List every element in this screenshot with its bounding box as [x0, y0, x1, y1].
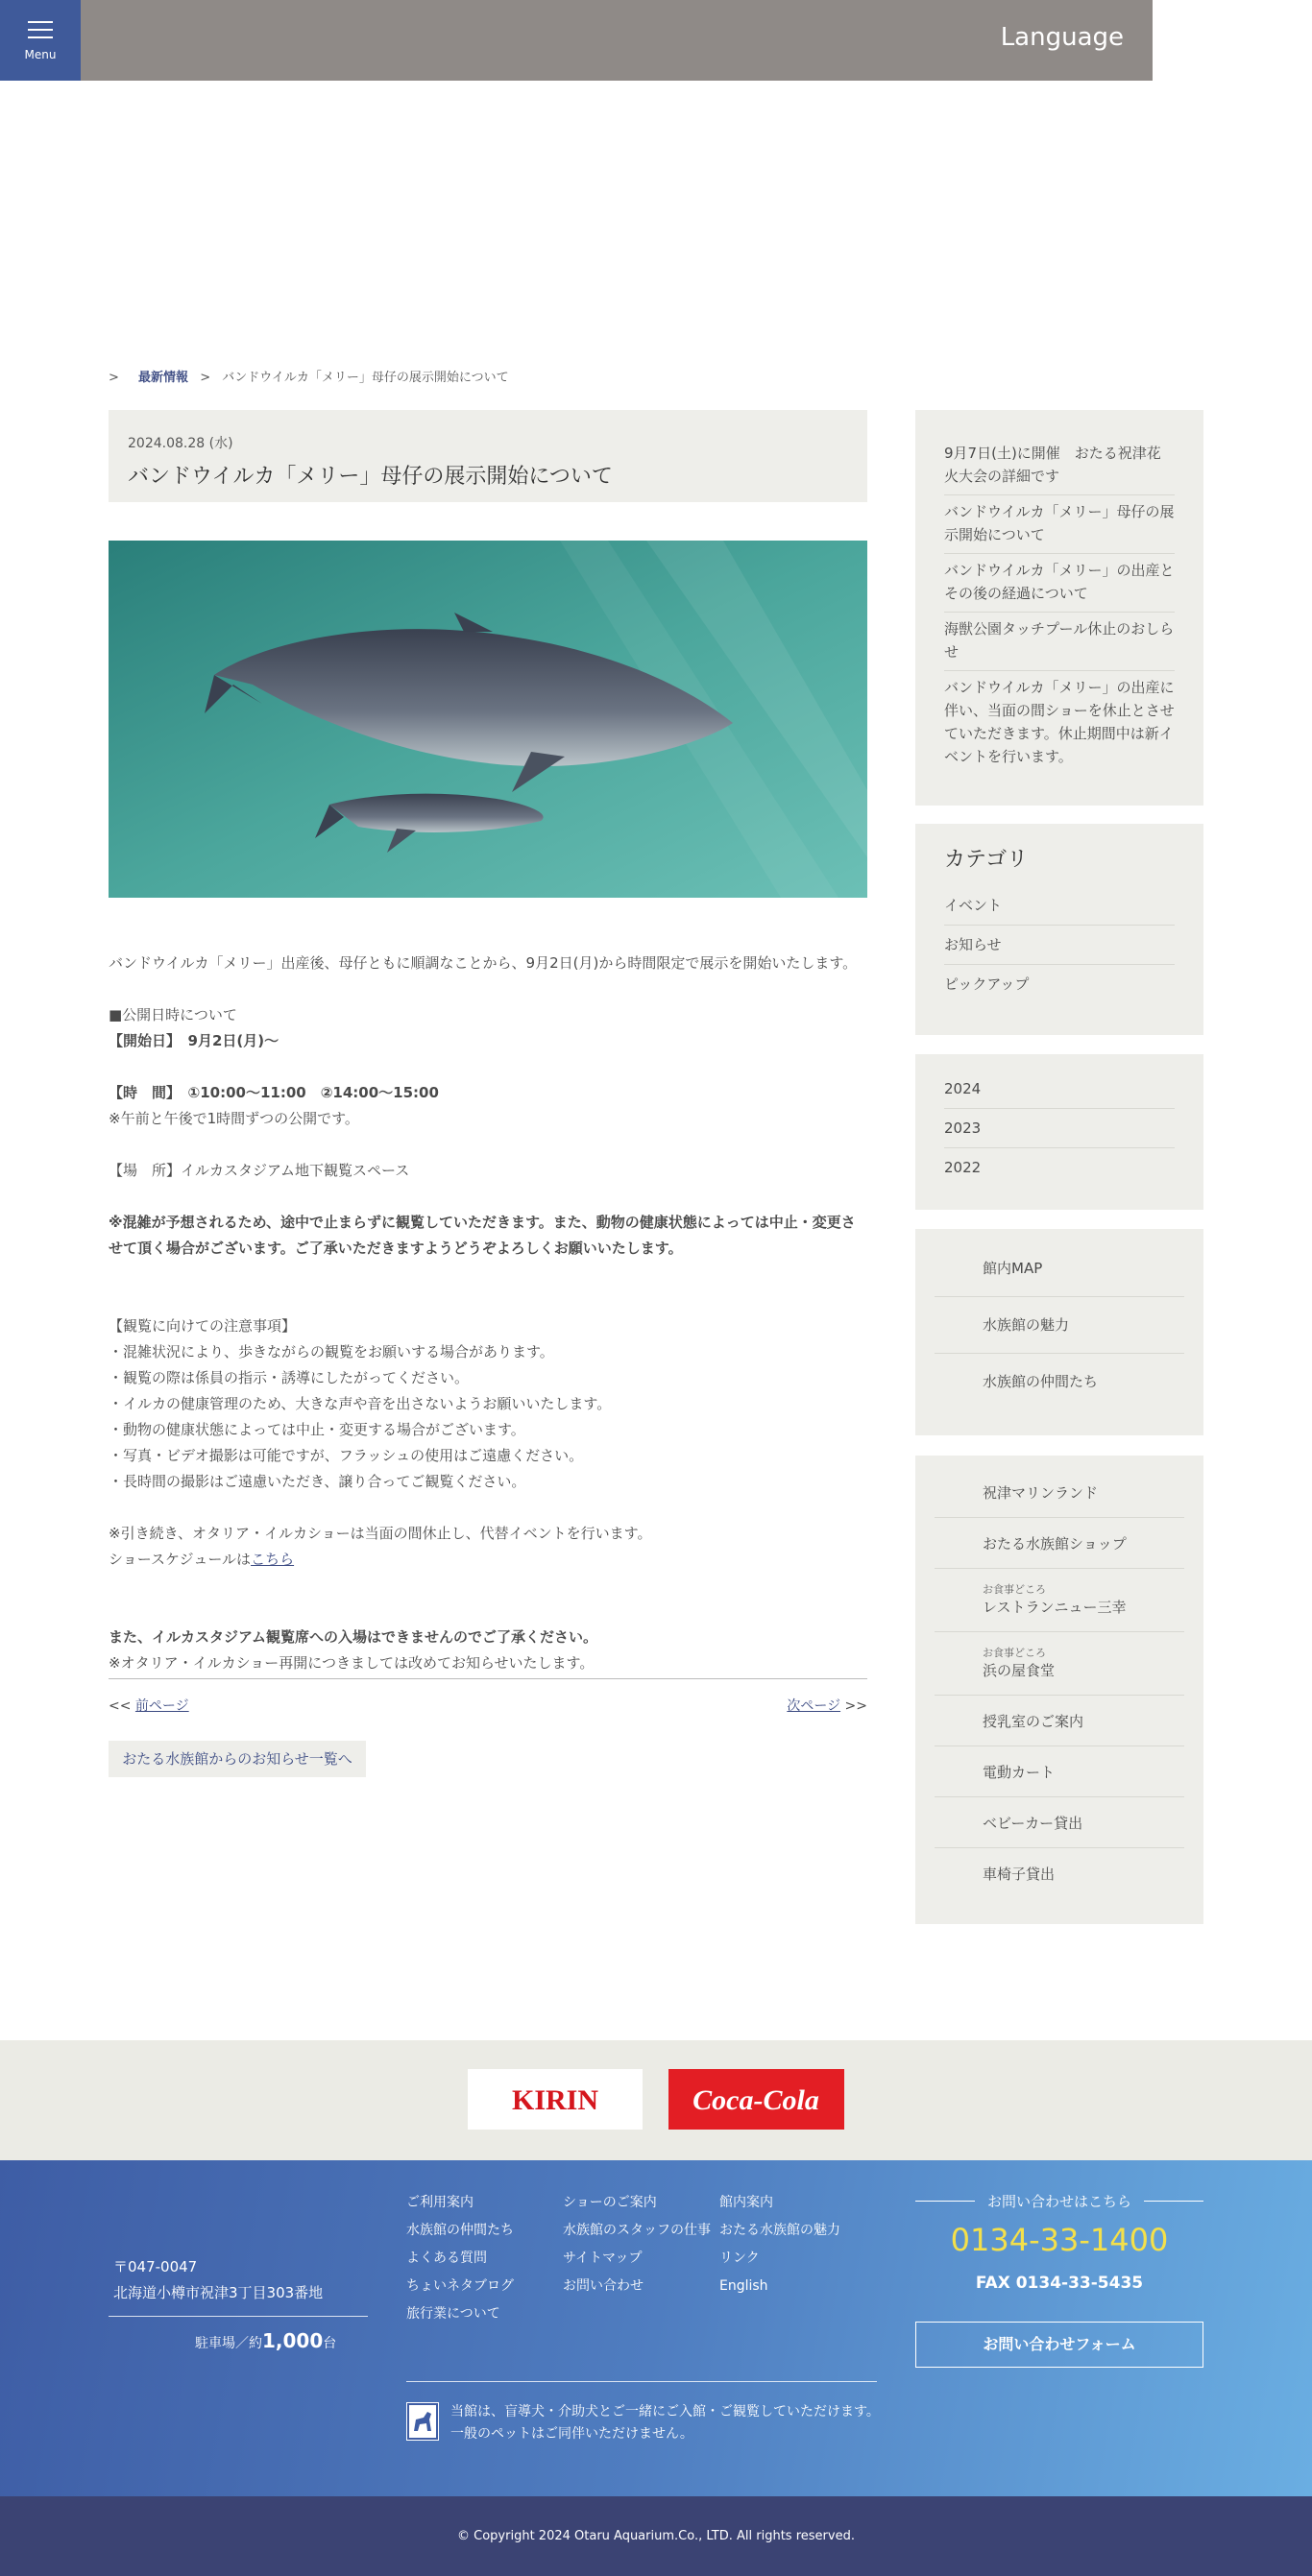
schedule-link[interactable]: こちら: [251, 1551, 295, 1568]
sidebar-facility-links: [915, 1456, 1203, 1924]
sidebar-link-stroller[interactable]: ベビーカー貸出: [935, 1797, 1184, 1848]
footer-link[interactable]: よくある質問: [406, 2251, 487, 2266]
menu-label: Menu: [24, 48, 57, 61]
footer-link[interactable]: 水族館の仲間たち: [406, 2223, 514, 2238]
footer-link[interactable]: おたる水族館の魅力: [719, 2223, 840, 2238]
article-paragraph: ※オタリア・イルカショー再開につきましては改めてお知らせいたします。: [109, 1654, 595, 1672]
sidebar-link-shop[interactable]: おたる水族館ショップ: [935, 1518, 1184, 1569]
language-button[interactable]: Language: [1000, 23, 1124, 52]
sidebar-recent-posts: [915, 410, 1203, 806]
footer-link[interactable]: 館内案内: [719, 2195, 773, 2210]
dolphin-photo: [109, 541, 867, 898]
kirin-logo-text: KIRIN: [511, 2084, 599, 2116]
sidebar-link-cart[interactable]: 電動カート: [935, 1746, 1184, 1797]
page-title: バンドウイルカ「メリー」母仔の展示開始について: [128, 465, 613, 489]
footer-divider: [406, 2381, 877, 2382]
restaurant-name: 浜の屋食堂: [983, 1662, 1056, 1679]
footer-link[interactable]: 水族館のスタッフの仕事: [563, 2223, 711, 2238]
footer: [0, 2160, 1312, 2496]
breadcrumb-separator: >: [200, 371, 211, 385]
post-date: 2024.08.28 (水): [128, 436, 233, 451]
year-item[interactable]: 2024: [944, 1070, 1175, 1109]
sidebar-link-charm[interactable]: 水族館の魅力: [935, 1297, 1184, 1354]
article-paragraph: ※引き続き、オタリア・イルカショーは当面の間休止し、代替イベントを行います。: [109, 1525, 652, 1542]
sponsor-band: [0, 2040, 1312, 2160]
sidebar-link-shokudo[interactable]: [935, 1632, 1184, 1696]
category-item[interactable]: ピックアップ: [944, 975, 1030, 993]
kirin-logo[interactable]: [468, 2069, 643, 2130]
footer-link[interactable]: ご利用案内: [406, 2195, 474, 2210]
contact-form-button[interactable]: お問い合わせフォーム: [915, 2322, 1203, 2368]
sidebar-link-wheelchair[interactable]: 車椅子貸出: [983, 1866, 1056, 1883]
restaurant-caption: お食事どころ: [983, 1647, 1046, 1659]
footer-link[interactable]: 旅行業について: [406, 2306, 500, 2322]
prev-page-link[interactable]: 前ページ: [134, 1698, 189, 1714]
article-body: [109, 951, 867, 1679]
assistance-dog-note-line: 当館は、盲導犬・介助犬とご一緒にご入館・ご観覧していただけます。: [450, 2404, 880, 2420]
footer-link[interactable]: サイトマップ: [563, 2251, 643, 2266]
footer-nav-column: [406, 2189, 514, 2328]
sidebar-news-item[interactable]: バンドウイルカ「メリー」の出産に伴い、当面の間ショーを休止とさせていただきます。休止期間中は新イベントを行います。: [944, 679, 1175, 765]
footer-nav-column: [719, 2189, 840, 2300]
breadcrumb-separator: >: [109, 371, 119, 385]
footer-link[interactable]: ちょいネタブログ: [406, 2278, 514, 2294]
parking-suffix: 台: [323, 2336, 337, 2351]
footer-link[interactable]: English: [719, 2278, 768, 2294]
restaurant-caption: お食事どころ: [983, 1583, 1046, 1596]
sidebar-link-map[interactable]: 館内MAP: [935, 1240, 1184, 1297]
breadcrumb-current: バンドウイルカ「メリー」母仔の展示開始について: [222, 371, 509, 385]
start-date: 【開始日】 9月2日(月)〜: [109, 1032, 279, 1049]
menu-button[interactable]: [0, 0, 81, 81]
assistance-dog-icon: [406, 2402, 439, 2441]
prev-arrow: <<: [109, 1698, 132, 1714]
crowd-notice: ※混雑が予想されるため、途中で止まらずに観覧していただきます。また、動物の健康状態によっては中止・変更させて頂く場合がございます。ご了承いただきますようどうぞよろしくお願いいたします。: [109, 1214, 856, 1257]
schedule-line: [109, 1547, 867, 1573]
list-item: ・長時間の撮影はご遠慮いただき、譲り合ってご観覧ください。: [109, 1473, 526, 1490]
pager: [109, 1696, 867, 1715]
sidebar-link-restaurant[interactable]: [935, 1569, 1184, 1632]
next-page-link[interactable]: 次ページ: [787, 1698, 841, 1714]
next-page: [787, 1696, 867, 1715]
category-item[interactable]: お知らせ: [944, 926, 1175, 965]
top-bar: [81, 0, 1153, 81]
list-item: ・観覧の際は係員の指示・誘導にしたがってください。: [109, 1369, 470, 1386]
restaurant-name: レストランニュー三幸: [983, 1599, 1127, 1616]
next-arrow: >>: [844, 1698, 867, 1714]
footer-link[interactable]: ショーのご案内: [563, 2195, 657, 2210]
list-item: ・イルカの健康管理のため、大きな声や音を出さないようお願いいたします。: [109, 1395, 612, 1412]
cocacola-logo[interactable]: [668, 2069, 844, 2130]
assistance-dog-note-line: 一般のペットはご同伴いただけません。: [450, 2426, 693, 2442]
fax-number: FAX 0134-33-5435: [975, 2274, 1144, 2293]
copyright: © Copyright 2024 Otaru Aquarium.Co., LTD. All rights reserved.: [0, 2496, 1312, 2576]
footer-nav-column: [563, 2189, 711, 2300]
phone-number[interactable]: 0134-33-1400: [950, 2222, 1169, 2258]
sidebar-news-item[interactable]: バンドウイルカ「メリー」の出産とその後の経過について: [944, 554, 1175, 613]
sidebar-link-marineland[interactable]: 祝津マリンランド: [935, 1467, 1184, 1518]
zip-code: 〒047-0047: [113, 2258, 198, 2275]
footer-divider: [109, 2316, 368, 2317]
section-heading: ■公開日時について: [109, 1006, 237, 1023]
list-item: ・写真・ビデオ撮影は可能ですが、フラッシュの使用はご遠慮ください。: [109, 1447, 584, 1464]
sidebar-news-item[interactable]: バンドウイルカ「メリー」母仔の展示開始について: [944, 495, 1175, 554]
footer-address: [113, 2254, 323, 2306]
time-slots: 【時 間】 ①10:00〜11:00 ②14:00〜15:00: [109, 1084, 439, 1101]
list-item: ・混雑状況により、歩きながらの観覧をお願いする場合があります。: [109, 1343, 554, 1360]
article-paragraph: バンドウイルカ「メリー」出産後、母仔ともに順調なことから、9月2日(月)から時間限定で展示を開始いたします。: [109, 954, 858, 972]
breadcrumb: [109, 367, 509, 385]
divider: [109, 1678, 867, 1679]
sidebar-link-nursing[interactable]: 授乳室のご案内: [935, 1696, 1184, 1746]
sidebar-link-animals[interactable]: 水族館の仲間たち: [983, 1373, 1099, 1390]
year-item[interactable]: 2022: [944, 1159, 982, 1176]
sidebar-news-item[interactable]: 海獣公園タッチプール休止のおしらせ: [944, 613, 1175, 671]
category-heading: カテゴリ: [944, 848, 1029, 872]
category-item[interactable]: イベント: [944, 886, 1175, 926]
parking-info: [195, 2329, 336, 2352]
year-item[interactable]: 2023: [944, 1109, 1175, 1148]
footer-link[interactable]: お問い合わせ: [563, 2278, 644, 2294]
sidebar-news-item[interactable]: 9月7日(土)に開催 おたる祝津花火大会の詳細です: [944, 437, 1175, 495]
sidebar-categories: [915, 824, 1203, 1035]
list-item: ・動物の健康状態によっては中止・変更する場合がございます。: [109, 1421, 525, 1438]
section-heading: 【観覧に向けての注意事項】: [109, 1317, 297, 1335]
stadium-notice: また、イルカスタジアム観覧席への入場はできませんのでご了承ください。: [109, 1628, 597, 1646]
sidebar-archive-years: [915, 1054, 1203, 1210]
location: 【場 所】イルカスタジアム地下観覧スペース: [109, 1162, 410, 1179]
sidebar-guide-links: [915, 1229, 1203, 1435]
breadcrumb-news-link[interactable]: 最新情報: [138, 371, 189, 385]
contact-heading: お問い合わせはこちら: [915, 2191, 1203, 2211]
schedule-prefix: ショースケジュールは: [109, 1551, 252, 1568]
parking-prefix: 駐車場／約: [195, 2336, 262, 2351]
news-list-button[interactable]: おたる水族館からのお知らせ一覧へ: [109, 1741, 366, 1777]
footer-link[interactable]: リンク: [719, 2251, 760, 2266]
article-paragraph: ※午前と午後で1時間ずつの公開です。: [109, 1110, 359, 1127]
cocacola-logo-text: Coca-Cola: [692, 2084, 819, 2116]
parking-count: 1,000: [262, 2329, 324, 2352]
hamburger-icon: [28, 21, 53, 38]
post-header: [109, 410, 867, 502]
assistance-dog-note: [450, 2401, 880, 2445]
street-address: 北海道小樽市祝津3丁目303番地: [113, 2284, 324, 2301]
